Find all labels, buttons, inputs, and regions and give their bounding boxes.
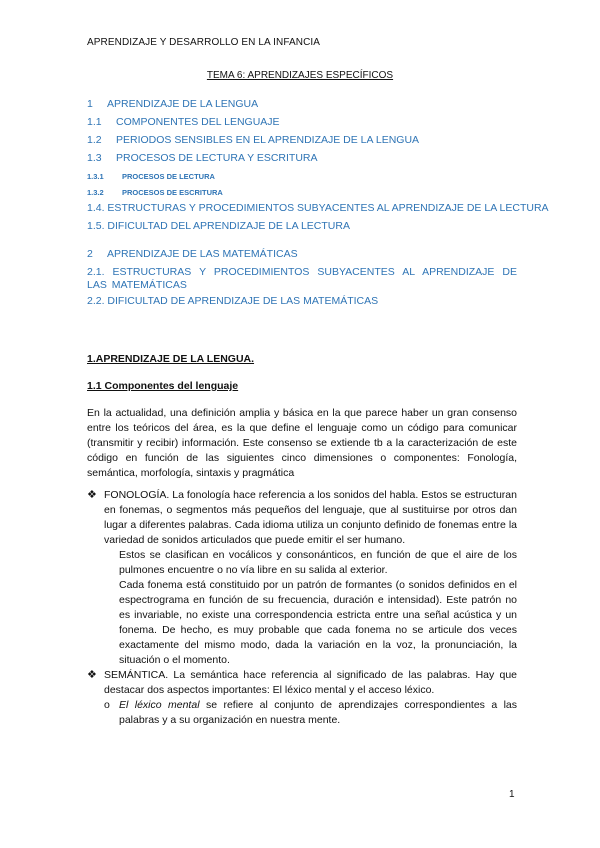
bullet-lexico-mental: [87, 698, 517, 728]
toc-item-label: APRENDIZAJE DE LAS MATEMÁTICAS: [107, 248, 298, 260]
toc-item-label: PROCESOS DE LECTURA Y ESCRITURA: [116, 152, 318, 164]
toc-item[interactable]: [87, 266, 517, 292]
toc-item-label: APRENDIZAJE DE LA LENGUA: [107, 98, 259, 110]
subsection-heading: 1.1 Componentes del lenguaje: [87, 380, 239, 392]
toc-item[interactable]: [87, 295, 517, 313]
circle-bullet-icon: o: [104, 699, 110, 711]
running-header: APRENDIZAJE Y DESARROLLO EN LA INFANCIA: [87, 37, 321, 48]
toc-item-number: 1.3.2: [87, 188, 104, 197]
bullet-fonologia: [87, 488, 517, 548]
toc-item[interactable]: [87, 186, 517, 202]
bullet-semantica: [87, 668, 517, 698]
toc-item-number: 2: [87, 248, 93, 260]
fonologia-text: FONOLOGÍA. La fonología hace referencia a los sonidos del habla. Estos se estructuran en fonemas, o segmentos más pequeños del lenguaje, que al sustituirse por otros dan lugar a diferentes palabras. Cada idioma utiliza un conjunto definido de fonemas entre la variedad de sonidos articulados que puede emitir el ser humano.: [104, 489, 517, 546]
toc-item[interactable]: [87, 202, 549, 220]
toc-item[interactable]: [87, 170, 517, 186]
toc-item[interactable]: [87, 220, 517, 238]
diamond-bullet-icon: ❖: [87, 669, 97, 681]
toc-item[interactable]: [87, 116, 517, 134]
toc-item-label: 2.1. ESTRUCTURAS Y PROCEDIMIENTOS SUBYACENTES AL APRENDIZAJE DE LAS MATEMÁTICAS: [87, 266, 517, 291]
toc-item-number: 1.3.1: [87, 172, 104, 181]
document-title-text: TEMA 6: APRENDIZAJES ESPECÍFICOS: [206, 70, 394, 81]
toc-item-number: 1.2: [87, 134, 102, 146]
document-body: [87, 352, 517, 728]
document-title: [0, 70, 600, 81]
toc-item-number: 1: [87, 98, 93, 110]
toc-item-number: 1.1: [87, 116, 102, 128]
fonologia-paragraph-2: Estos se clasifican en vocálicos y consonánticos, en función de que el aire de los pulmones encuentre o no vía libre en su salida al exterior.: [119, 549, 517, 576]
section-heading: 1.APRENDIZAJE DE LA LENGUA.: [87, 353, 255, 365]
diamond-bullet-icon: ❖: [87, 489, 97, 501]
toc-item-label: 1.5. DIFICULTAD DEL APRENDIZAJE DE LA LECTURA: [87, 220, 350, 232]
toc-item[interactable]: [87, 98, 517, 116]
toc-item-number: 1.3: [87, 152, 102, 164]
fonologia-paragraph-3: Cada fonema está constituido por un patrón de formantes (o sonidos definidos en el espectrograma en función de su frecuencia, duración e intensidad). Este patrón no es invariable, no existe una correspondencia estricta entre una señal acústica y un fonema. De hecho, es muy probable que cada fonema no se articule dos veces exactamente del mismo modo, dada la variación en la voz, la pronunciación, la situación o el momento.: [119, 579, 517, 666]
page-number: 1: [509, 789, 515, 800]
toc-item[interactable]: [87, 134, 517, 152]
toc-item[interactable]: [87, 248, 517, 266]
toc-item-label: 2.2. DIFICULTAD DE APRENDIZAJE DE LAS MATEMÁTICAS: [87, 295, 379, 307]
toc-item[interactable]: [87, 152, 517, 170]
toc-item-label: 1.4. ESTRUCTURAS Y PROCEDIMIENTOS SUBYACENTES AL APRENDIZAJE DE LA LECTURA: [87, 202, 549, 214]
table-of-contents: [87, 98, 549, 313]
lexico-term: El léxico mental: [119, 699, 200, 711]
toc-item-label: COMPONENTES DEL LENGUAJE: [116, 116, 280, 128]
toc-item-label: PROCESOS DE ESCRITURA: [122, 188, 223, 197]
toc-item-label: PROCESOS DE LECTURA: [122, 172, 215, 181]
intro-paragraph: En la actualidad, una definición amplia y básica en la que parece haber un gran consenso entre los teóricos del área, es la que define el lenguaje como un código para comunicar (transmitir y recibir) información. Este consenso se extiende tb a la caracterización de este código en función de las siguientes cinco dimensiones o componentes: Fonología, semántica, morfología, sintaxis y pragmática: [87, 407, 517, 479]
toc-item-label: PERIODOS SENSIBLES EN EL APRENDIZAJE DE LA LENGUA: [116, 134, 420, 146]
lexico-text: se refiere al conjunto de aprendizajes correspondientes a las palabras y a su organización en nuestra mente.: [119, 699, 517, 726]
semantica-text: SEMÁNTICA. La semántica hace referencia al significado de las palabras. Hay que destacar dos aspectos importantes: El léxico mental y el acceso léxico.: [104, 669, 517, 696]
